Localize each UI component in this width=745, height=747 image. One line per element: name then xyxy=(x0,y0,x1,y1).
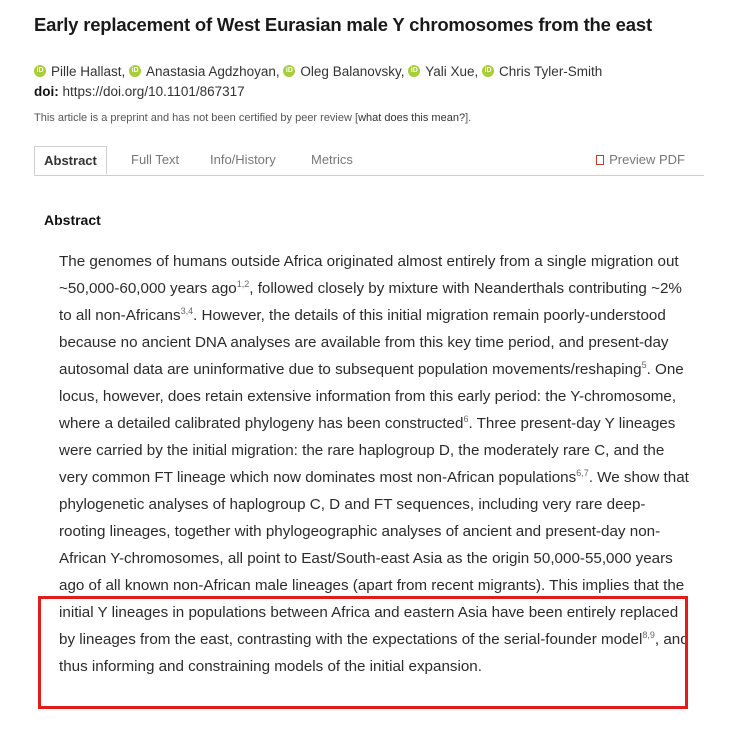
abstract-body xyxy=(59,248,689,680)
article-tabs xyxy=(34,146,704,176)
abstract-text-segment: . We show that phylogenetic analyses of haplogroup C, D and FT sequences, including very rare deep-rooting lineages, together with phylogeographic analyses of ancient and present-day non-African Y-chromosomes, all point to East/South-east Asia as the origin 50,000-55,000 years ago of all known non-African male lineages (apart from recent migrants). This implies that the initial Y lineages in populations between Africa and eastern Asia have been entirely replaced by lineages from the east, contrasting with the expectations of the serial-founder model xyxy=(59,469,689,648)
author-name[interactable]: Anastasia Agdzhoyan, xyxy=(146,63,280,79)
citation-superscript[interactable]: 3,4 xyxy=(180,305,194,316)
preview-pdf-button[interactable] xyxy=(596,146,685,174)
doi-line xyxy=(34,84,245,99)
citation-superscript[interactable]: 6,7 xyxy=(576,467,589,478)
citation-superscript[interactable]: 6 xyxy=(463,413,469,424)
pdf-icon xyxy=(596,155,604,165)
author-item[interactable] xyxy=(482,64,602,79)
orcid-icon[interactable]: iD xyxy=(408,65,420,77)
abstract-text-segment: . However, the details of this initial migration remain poorly-understood because no ancient DNA analyses are available from this key time period, and present-day autosomal data are uninformative due to subsequent population movements/reshaping xyxy=(59,307,669,378)
author-name[interactable]: Chris Tyler-Smith xyxy=(499,63,603,79)
author-name[interactable]: Pille Hallast, xyxy=(51,63,126,79)
author-list xyxy=(34,60,602,79)
author-item[interactable] xyxy=(34,64,125,79)
preprint-notice xyxy=(34,112,471,124)
notice-end: ]. xyxy=(465,112,472,124)
citation-superscript[interactable]: 5 xyxy=(641,359,647,370)
author-name[interactable]: Oleg Balanovsky, xyxy=(300,63,405,79)
orcid-icon[interactable]: iD xyxy=(283,65,295,77)
doi-label: doi: xyxy=(34,84,59,99)
citation-superscript[interactable]: 1,2 xyxy=(236,278,250,289)
tab-abstract[interactable]: Abstract xyxy=(34,146,107,175)
article-title: Early replacement of West Eurasian male Y chromosomes from the east xyxy=(34,14,652,35)
notice-text: This article is a preprint and has not been certified by peer review [ xyxy=(34,112,359,124)
citation-superscript[interactable]: 8,9 xyxy=(642,629,655,640)
tab-info-history[interactable]: Info/History xyxy=(210,152,276,167)
abstract-text-segment: The genomes of humans outside Africa originated almost entirely from a single migration out ~50,000-60,000 years ago xyxy=(59,253,679,297)
orcid-icon[interactable]: iD xyxy=(129,65,141,77)
abstract-text-segment: . Three present-day Y lineages were carried by the initial migration: the rare haplogroup D, the moderately rare C, and the very common FT lineage which now dominates most non-African populations xyxy=(59,415,676,486)
tab-full-text[interactable]: Full Text xyxy=(131,152,180,167)
author-item[interactable] xyxy=(129,64,280,79)
author-name[interactable]: Yali Xue, xyxy=(425,63,479,79)
author-item[interactable] xyxy=(283,64,404,79)
doi-link[interactable]: https://doi.org/10.1101/867317 xyxy=(62,84,245,99)
preview-pdf-label: Preview PDF xyxy=(609,152,685,167)
tab-metrics[interactable]: Metrics xyxy=(311,152,353,167)
abstract-text-segment: , followed closely by mixture with Neanderthals contributing ~2% to all non-Africans xyxy=(59,280,682,324)
abstract-heading: Abstract xyxy=(44,212,101,228)
orcid-icon[interactable]: iD xyxy=(34,65,46,77)
abstract-text-segment: . One locus, however, does retain extensive information from this early period: the Y-chromosome, where a detailed calibrated phylogeny has been constructed xyxy=(59,361,684,432)
author-item[interactable] xyxy=(408,64,478,79)
orcid-icon[interactable]: iD xyxy=(482,65,494,77)
what-does-this-mean-link[interactable]: what does this mean? xyxy=(358,112,466,124)
abstract-text-segment: , and thus informing and constraining models of the initial expansion. xyxy=(59,631,689,675)
